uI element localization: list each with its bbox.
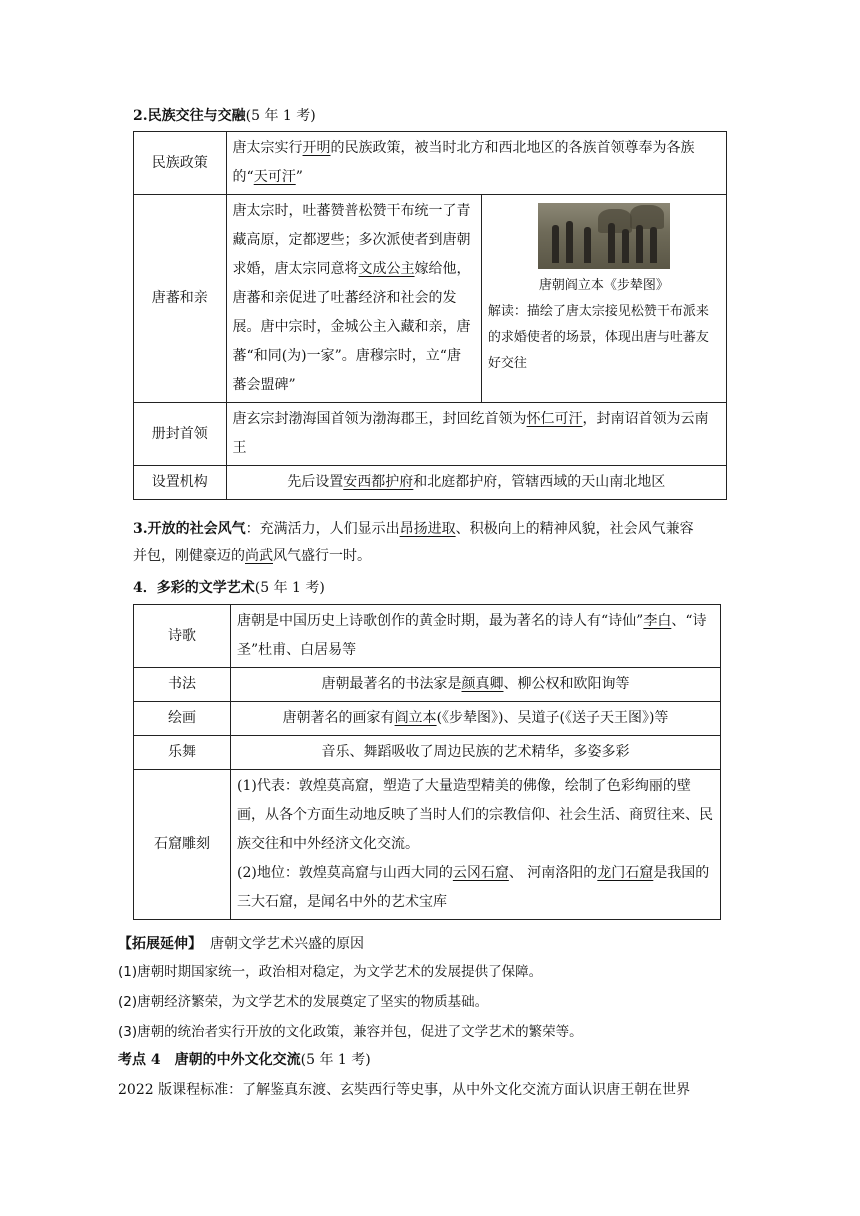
section-2-heading: 2.民族交往与交融(5 年 1 考) [133, 108, 316, 124]
image-cell [481, 195, 726, 403]
section-3-line-2: 并包，刚健豪迈的尚武风气盛行一时。 [133, 548, 371, 564]
image-note: 解读：描绘了唐太宗接见松赞干布派来的求婚使者的场景，体现出唐与吐蕃友好交往 [487, 304, 709, 371]
row-content: 唐朝著名的画家有阎立本(《步辇图》)、吴道子(《送子天王图》)等 [231, 702, 721, 736]
extension-item-1: (1)唐朝时期国家统一，政治相对稳定，为文学艺术的发展提供了保障。 [118, 964, 543, 980]
curriculum-standard: 2022 版课程标准：了解鉴真东渡、玄奘西行等史事，从中外文化交流方面认识唐王朝在世界 [118, 1082, 691, 1098]
row-content: 唐朝是中国历史上诗歌创作的黄金时期，最为著名的诗人有“诗仙”李白、“诗圣”杜甫、白居易等 [231, 605, 721, 668]
row-label: 册封首领 [134, 403, 227, 466]
row-content: (1)代表：敦煌莫高窟，塑造了大量造型精美的佛像，绘制了色彩绚丽的壁画，从各个方面生动地反映了当时人们的宗教信仰、社会生活、商贸往来、民族交往和中外经济文化交流。 (2)地位：敦煌莫高窟与山西大同的云冈石窟、 河南洛阳的龙门石窟是我国的三大石窟，是闻名中外的艺术宝库 [231, 770, 721, 920]
table-row [134, 466, 727, 500]
image-caption: 唐朝阎立本《步辇图》 [538, 278, 669, 293]
table-row [134, 702, 721, 736]
row-label: 设置机构 [134, 466, 227, 500]
ethnic-relations-table [133, 131, 727, 500]
painting-image [538, 203, 670, 269]
section-3-line-1: 3.开放的社会风气：充满活力，人们显示出昂扬进取、积极向上的精神风貌，社会风气兼容 [133, 521, 694, 537]
literature-art-table [133, 604, 721, 920]
row-content: 唐太宗时，吐蕃赞普松赞干布统一了青藏高原，定都逻些；多次派使者到唐朝求婚，唐太宗同意将文成公主嫁给他，唐蕃和亲促进了吐蕃经济和社会的发展。唐中宗时，金城公主入藏和亲，唐蕃“和同(为)一家”。唐穆宗时，立“唐蕃会盟碑” [226, 195, 481, 403]
table-row [134, 770, 721, 920]
extension-heading: 【拓展延伸】 唐朝文学艺术兴盛的原因 [118, 936, 364, 952]
row-content: 音乐、舞蹈吸收了周边民族的艺术精华，多姿多彩 [231, 736, 721, 770]
row-label: 民族政策 [134, 132, 227, 195]
row-content: 唐太宗实行开明的民族政策，被当时北方和西北地区的各族首领尊奉为各族的“天可汗” [226, 132, 726, 195]
table-row [134, 195, 727, 403]
table-row [134, 132, 727, 195]
section-4-heading: 4．多彩的文学艺术(5 年 1 考) [133, 580, 325, 596]
row-content: 唐玄宗封渤海国首领为渤海郡王，封回纥首领为怀仁可汗，封南诏首领为云南王 [226, 403, 726, 466]
table-row [134, 736, 721, 770]
extension-item-3: (3)唐朝的统治者实行开放的文化政策，兼容并包，促进了文学艺术的繁荣等。 [118, 1024, 583, 1040]
table-row [134, 605, 721, 668]
row-content: 唐朝最著名的书法家是颜真卿、柳公权和欧阳询等 [231, 668, 721, 702]
row-label: 书法 [134, 668, 231, 702]
row-label: 绘画 [134, 702, 231, 736]
table-row [134, 668, 721, 702]
row-label: 乐舞 [134, 736, 231, 770]
kaodian-4-heading: 考点 4 唐朝的中外文化交流(5 年 1 考) [118, 1052, 371, 1068]
row-label: 唐蕃和亲 [134, 195, 227, 403]
row-content: 先后设置安西都护府和北庭都护府，管辖西域的天山南北地区 [226, 466, 726, 500]
row-label: 石窟雕刻 [134, 770, 231, 920]
extension-item-2: (2)唐朝经济繁荣，为文学艺术的发展奠定了坚实的物质基础。 [118, 994, 489, 1010]
table-row [134, 403, 727, 466]
row-label: 诗歌 [134, 605, 231, 668]
